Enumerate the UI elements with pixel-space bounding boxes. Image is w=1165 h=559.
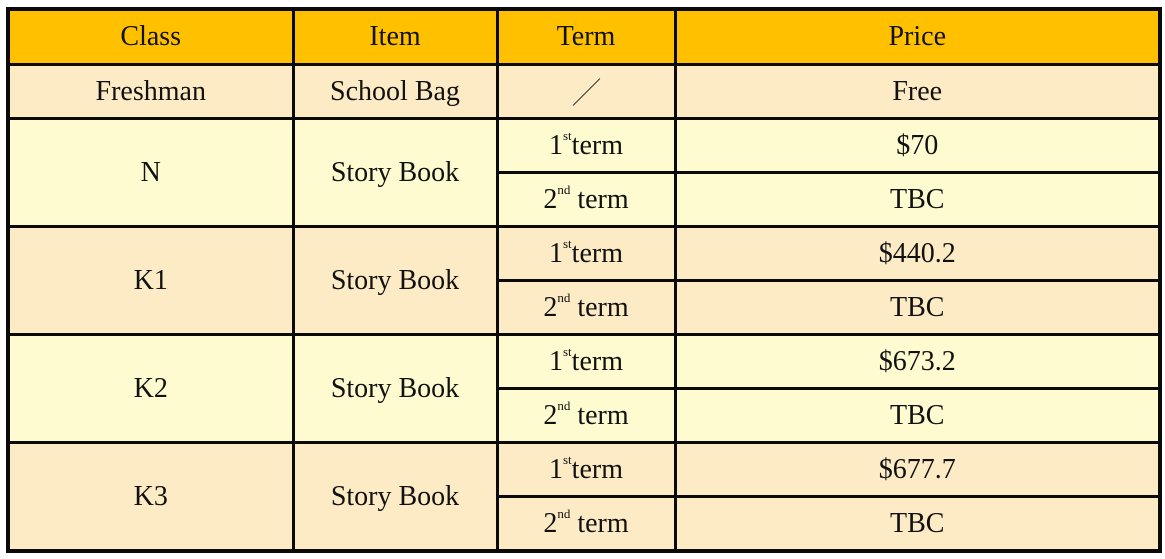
term-label: term xyxy=(577,507,629,539)
term-number: 2 xyxy=(543,399,558,431)
cell-class: K2 xyxy=(8,335,293,443)
term-ordinal: st xyxy=(563,343,572,359)
header-class: Class xyxy=(8,9,293,65)
term-ordinal: nd xyxy=(557,181,571,197)
term-number: 2 xyxy=(543,507,558,539)
term-number: 2 xyxy=(543,291,558,323)
cell-price: $70 xyxy=(675,119,1160,173)
cell-term xyxy=(497,281,675,335)
header-row xyxy=(8,9,1160,65)
cell-price: TBC xyxy=(675,281,1160,335)
term-ordinal: nd xyxy=(557,397,571,413)
header-term: Term xyxy=(497,9,675,65)
cell-price: TBC xyxy=(675,173,1160,227)
term-number: 2 xyxy=(543,183,558,215)
cell-price: $677.7 xyxy=(675,443,1160,497)
slash-mark xyxy=(571,75,601,101)
table-row xyxy=(8,443,1160,497)
header-price: Price xyxy=(675,9,1160,65)
cell-term xyxy=(497,443,675,497)
cell-class: Freshman xyxy=(8,65,293,119)
term-label: term xyxy=(577,399,629,431)
cell-term xyxy=(497,389,675,443)
cell-term xyxy=(497,173,675,227)
term-label: term xyxy=(571,129,623,161)
cell-item: Story Book xyxy=(293,119,497,227)
cell-class: K3 xyxy=(8,443,293,552)
term-ordinal: nd xyxy=(557,505,571,521)
cell-item: Story Book xyxy=(293,227,497,335)
cell-price: TBC xyxy=(675,497,1160,552)
price-table xyxy=(6,7,1162,553)
cell-term xyxy=(497,227,675,281)
term-ordinal: st xyxy=(563,451,572,467)
cell-term xyxy=(497,119,675,173)
cell-price: TBC xyxy=(675,389,1160,443)
term-number: 1 xyxy=(549,345,563,377)
cell-term xyxy=(497,497,675,552)
term-label: term xyxy=(577,183,629,215)
term-number: 1 xyxy=(549,453,563,485)
cell-item: Story Book xyxy=(293,443,497,552)
table-row xyxy=(8,227,1160,281)
term-label: term xyxy=(577,291,629,323)
cell-price: $440.2 xyxy=(675,227,1160,281)
term-ordinal: nd xyxy=(557,289,571,305)
cell-item: School Bag xyxy=(293,65,497,119)
table-row xyxy=(8,119,1160,173)
table-row xyxy=(8,65,1160,119)
term-number: 1 xyxy=(549,129,563,161)
term-label: term xyxy=(571,453,623,485)
term-label: term xyxy=(571,345,623,377)
term-number: 1 xyxy=(549,237,563,269)
term-label: term xyxy=(571,237,623,269)
cell-item: Story Book xyxy=(293,335,497,443)
cell-price: $673.2 xyxy=(675,335,1160,389)
cell-term-na xyxy=(497,65,675,119)
term-ordinal: st xyxy=(563,235,572,251)
table-row xyxy=(8,335,1160,389)
cell-class: N xyxy=(8,119,293,227)
cell-price: Free xyxy=(675,65,1160,119)
term-ordinal: st xyxy=(563,127,572,143)
header-item: Item xyxy=(293,9,497,65)
cell-class: K1 xyxy=(8,227,293,335)
cell-term xyxy=(497,335,675,389)
